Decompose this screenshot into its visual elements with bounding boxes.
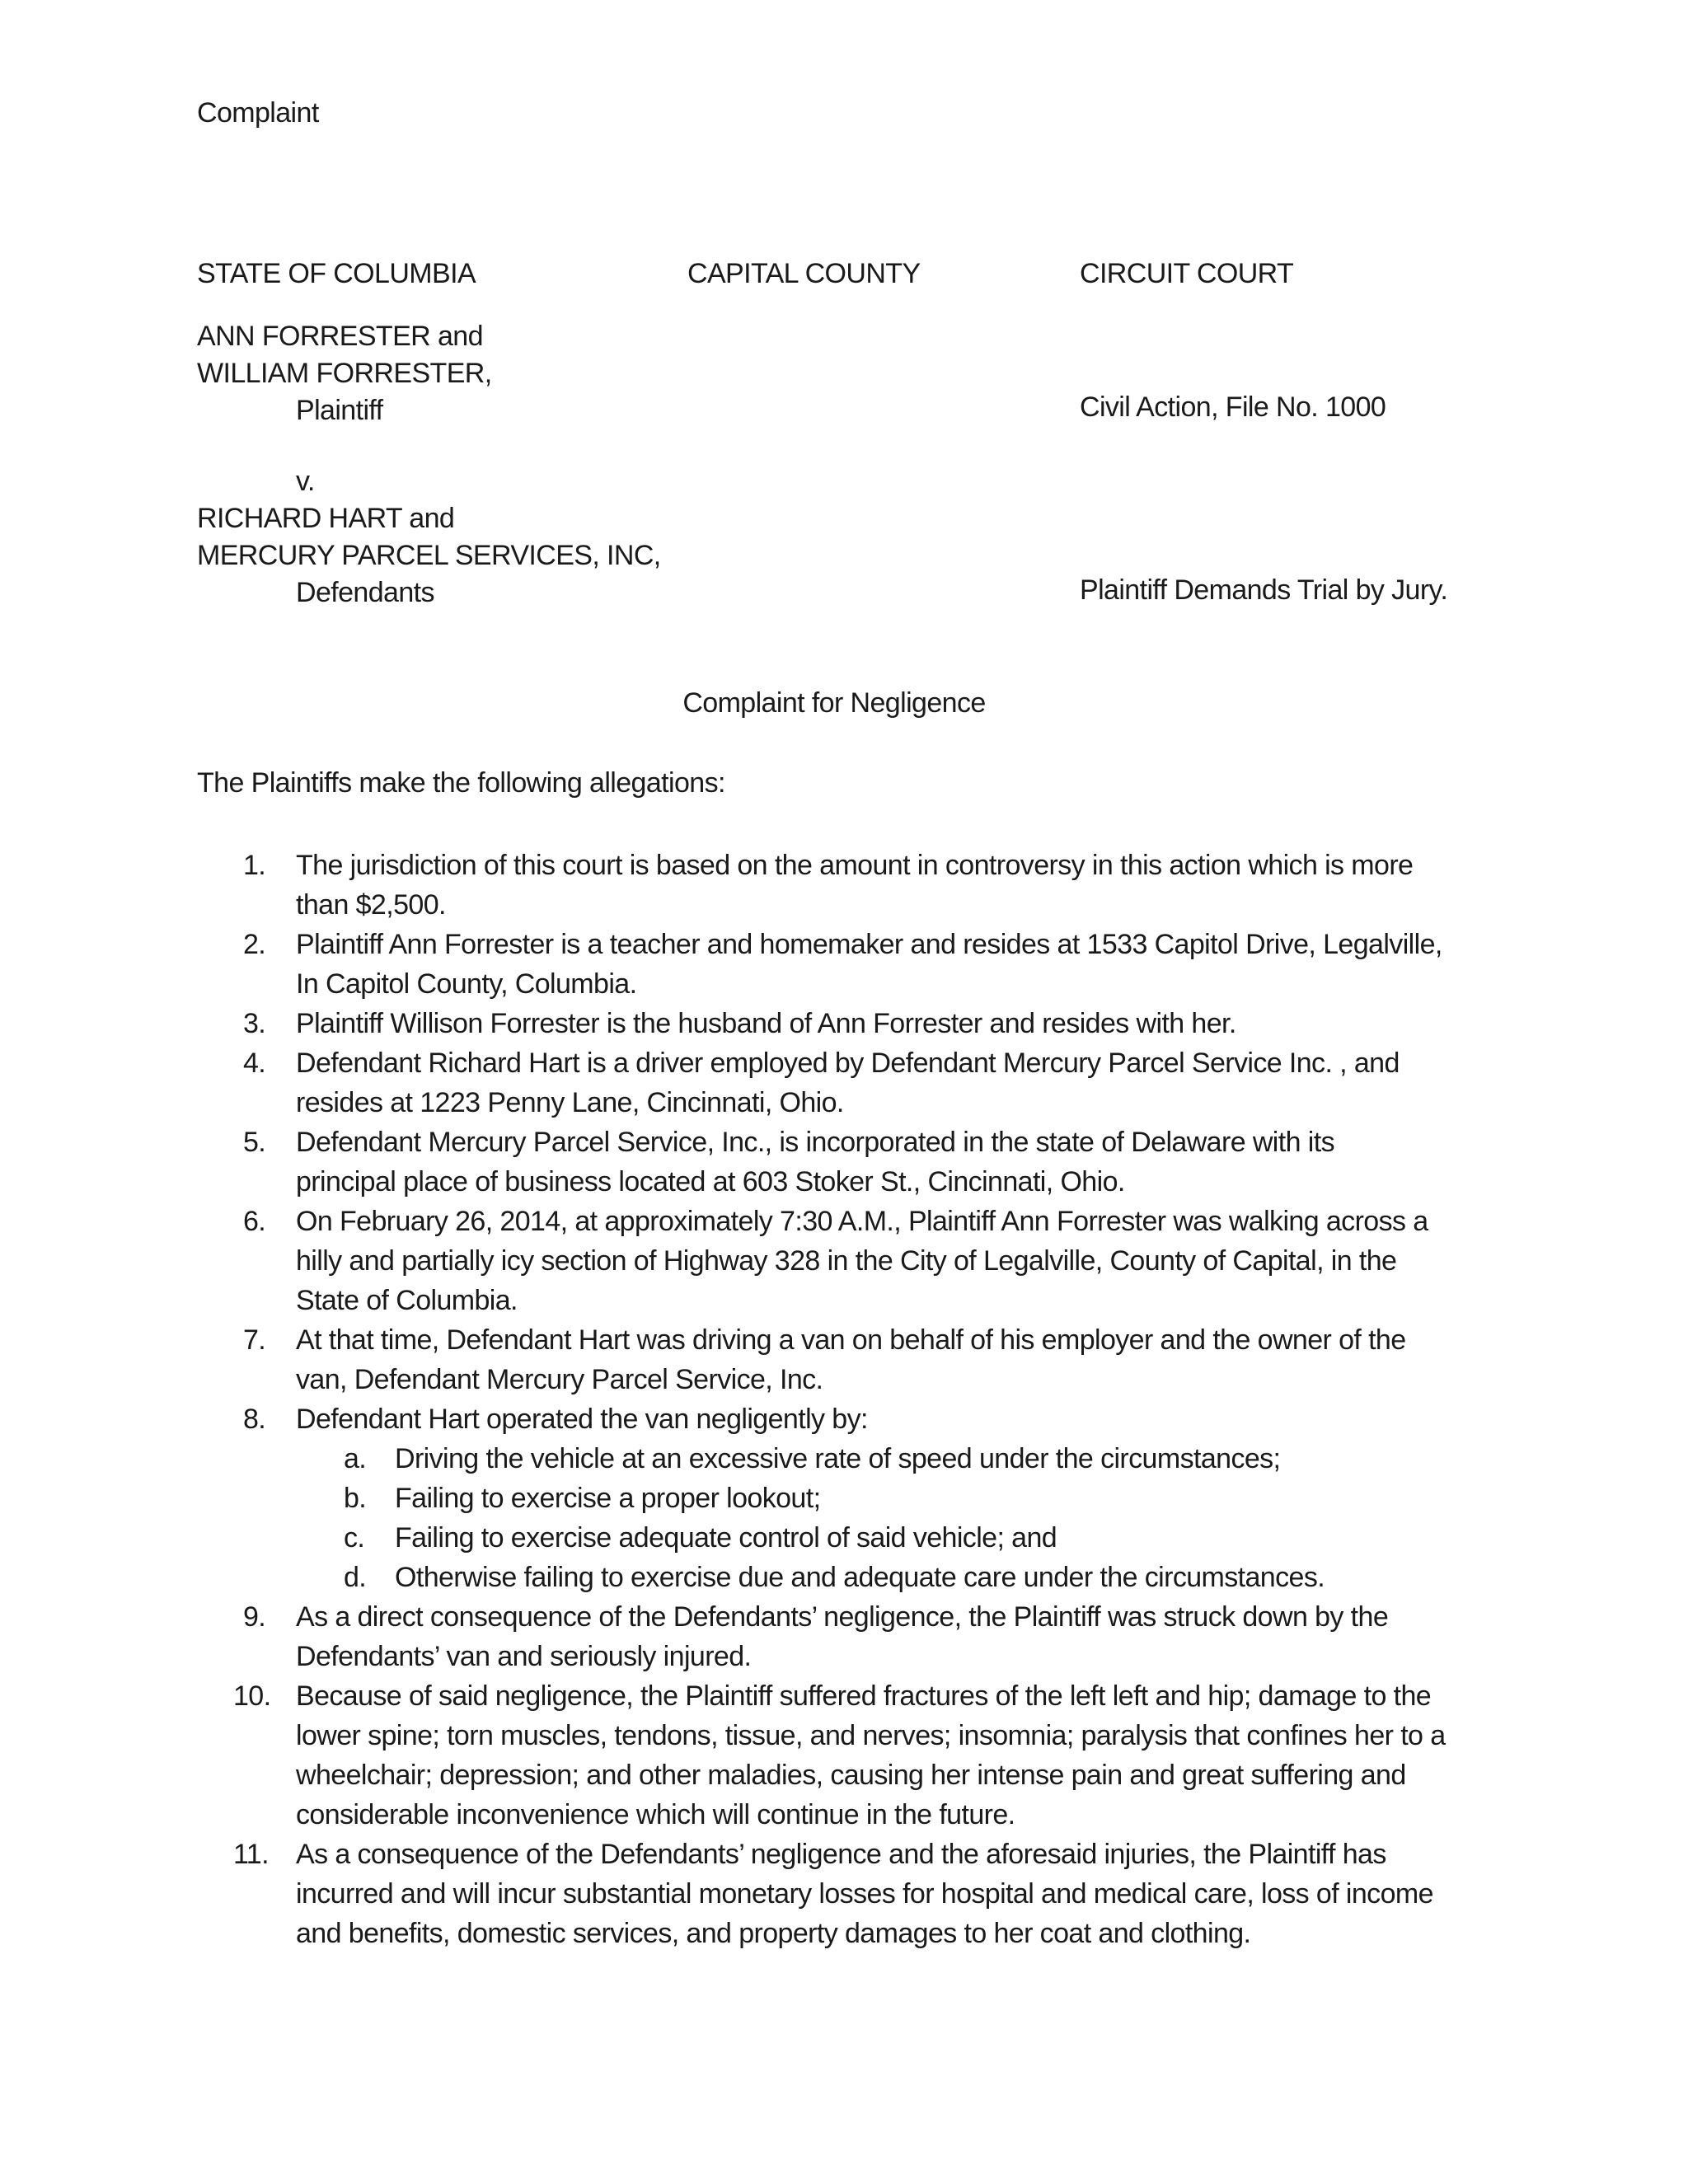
defendant-name-line: RICHARD HART and (197, 503, 455, 534)
allegation-text-line: and benefits, domestic services, and property damages to her coat and clothing. (296, 1918, 1251, 1949)
allegation-item (197, 1835, 1483, 1953)
allegation-number: 6. (243, 1206, 266, 1237)
allegation-text-line: Plaintiff Ann Forrester is a teacher and homemaker and resides at 1533 Capitol Drive, Legalville, (296, 929, 1442, 960)
versus: v. (296, 466, 315, 497)
allegation-text-line: resides at 1223 Penny Lane, Cincinnati, Ohio. (296, 1087, 844, 1118)
allegation-text-line: Plaintiff Willison Forrester is the husband of Ann Forrester and resides with her. (296, 1008, 1236, 1039)
sub-allegation-text: Failing to exercise adequate control of said vehicle; and (395, 1522, 1057, 1554)
plaintiff-name-line: ANN FORRESTER and (197, 321, 483, 352)
intro-paragraph: The Plaintiffs make the following allegations: (197, 767, 725, 799)
allegation-text-line: Defendant Mercury Parcel Service, Inc., is incorporated in the state of Delaware with its (296, 1127, 1334, 1158)
sub-allegation-text: Driving the vehicle at an excessive rate of speed under the circumstances; (395, 1443, 1281, 1474)
plaintiff-role: Plaintiff (296, 395, 383, 426)
allegation-text-line: On February 26, 2014, at approximately 7:30 A.M., Plaintiff Ann Forrester was walking across a (296, 1206, 1428, 1237)
allegation-text-line: considerable inconvenience which will continue in the future. (296, 1799, 1015, 1830)
sub-allegation-item (296, 1479, 1483, 1518)
file-number: Civil Action, File No. 1000 (1080, 391, 1386, 423)
sub-allegation-item (296, 1518, 1483, 1558)
allegation-text-line: principal place of business located at 603 Stoker St., Cincinnati, Ohio. (296, 1166, 1125, 1197)
allegation-number: 11. (233, 1839, 269, 1870)
allegation-text-line: In Capitol County, Columbia. (296, 968, 637, 1000)
document-title: Complaint for Negligence (682, 687, 986, 719)
sub-allegation-item (296, 1439, 1483, 1479)
allegation-text-line: The jurisdiction of this court is based on the amount in controversy in this action which is more (296, 850, 1414, 881)
sub-allegation-text: Otherwise failing to exercise due and adequate care under the circumstances. (395, 1562, 1325, 1593)
allegation-item (197, 1202, 1483, 1320)
allegation-text-line: hilly and partially icy section of Highway 328 in the City of Legalville, County of Capital, in the (296, 1245, 1397, 1277)
court-county: CAPITAL COUNTY (687, 258, 921, 289)
allegations-list (197, 846, 1483, 1953)
allegation-number: 4. (243, 1047, 266, 1079)
document-label: Complaint (197, 97, 319, 129)
allegation-item (197, 1004, 1483, 1043)
allegation-text-line: Defendant Richard Hart is a driver employed by Defendant Mercury Parcel Service Inc. , and (296, 1047, 1400, 1079)
sub-allegation-text: Failing to exercise a proper lookout; (395, 1483, 821, 1514)
plaintiff-name-line: WILLIAM FORRESTER, (197, 358, 492, 389)
allegation-text-line: As a direct consequence of the Defendants’ negligence, the Plaintiff was struck down by the (296, 1601, 1389, 1633)
sub-allegations-list (296, 1439, 1483, 1597)
allegation-item (197, 1122, 1483, 1202)
allegation-text-line: incurred and will incur substantial monetary losses for hospital and medical care, loss of income (296, 1878, 1433, 1910)
sub-allegation-item (296, 1558, 1483, 1597)
allegation-number: 8. (243, 1404, 266, 1435)
defendant-name-line: MERCURY PARCEL SERVICES, INC, (197, 540, 661, 571)
court-name: CIRCUIT COURT (1080, 258, 1294, 289)
plaintiffs-caption (197, 318, 492, 429)
allegation-text-line: lower spine; torn muscles, tendons, tissue, and nerves; insomnia; paralysis that confines her to a (296, 1720, 1446, 1751)
sub-allegation-letter: d. (344, 1562, 367, 1593)
sub-allegation-letter: a. (344, 1443, 367, 1474)
allegation-item (197, 1320, 1483, 1399)
sub-allegation-letter: c. (344, 1522, 365, 1554)
allegation-text-line: wheelchair; depression; and other maladies, causing her intense pain and great suffering and (296, 1760, 1406, 1791)
court-state: STATE OF COLUMBIA (197, 258, 476, 289)
allegation-number: 1. (243, 850, 266, 881)
allegation-number: 5. (243, 1127, 266, 1158)
allegation-text-line: At that time, Defendant Hart was driving a van on behalf of his employer and the owner of the (296, 1324, 1406, 1356)
jury-demand: Plaintiff Demands Trial by Jury. (1080, 574, 1448, 606)
allegation-text-line: Defendants’ van and seriously injured. (296, 1641, 752, 1672)
allegation-number: 3. (243, 1008, 266, 1039)
allegation-item (197, 1043, 1483, 1122)
allegation-item (197, 1676, 1483, 1835)
allegation-number: 7. (243, 1324, 266, 1356)
allegation-item (197, 846, 1483, 925)
defendants-caption (197, 463, 661, 612)
defendant-role: Defendants (296, 577, 434, 608)
allegation-text-line: van, Defendant Mercury Parcel Service, Inc. (296, 1364, 823, 1395)
allegation-text-line: As a consequence of the Defendants’ negligence and the aforesaid injuries, the Plaintiff has (296, 1839, 1386, 1870)
allegation-text-line: than $2,500. (296, 889, 446, 921)
allegation-item (197, 1597, 1483, 1676)
allegation-item (197, 1399, 1483, 1597)
allegation-item (197, 925, 1483, 1004)
allegation-number: 9. (243, 1601, 266, 1633)
allegation-text-line: Defendant Hart operated the van negligently by: (296, 1404, 868, 1435)
allegation-number: 2. (243, 929, 266, 960)
allegation-number: 10. (233, 1680, 271, 1712)
allegation-text-line: Because of said negligence, the Plaintiff suffered fractures of the left left and hip; damage to the (296, 1680, 1432, 1712)
sub-allegation-letter: b. (344, 1483, 367, 1514)
allegation-text-line: State of Columbia. (296, 1285, 518, 1316)
